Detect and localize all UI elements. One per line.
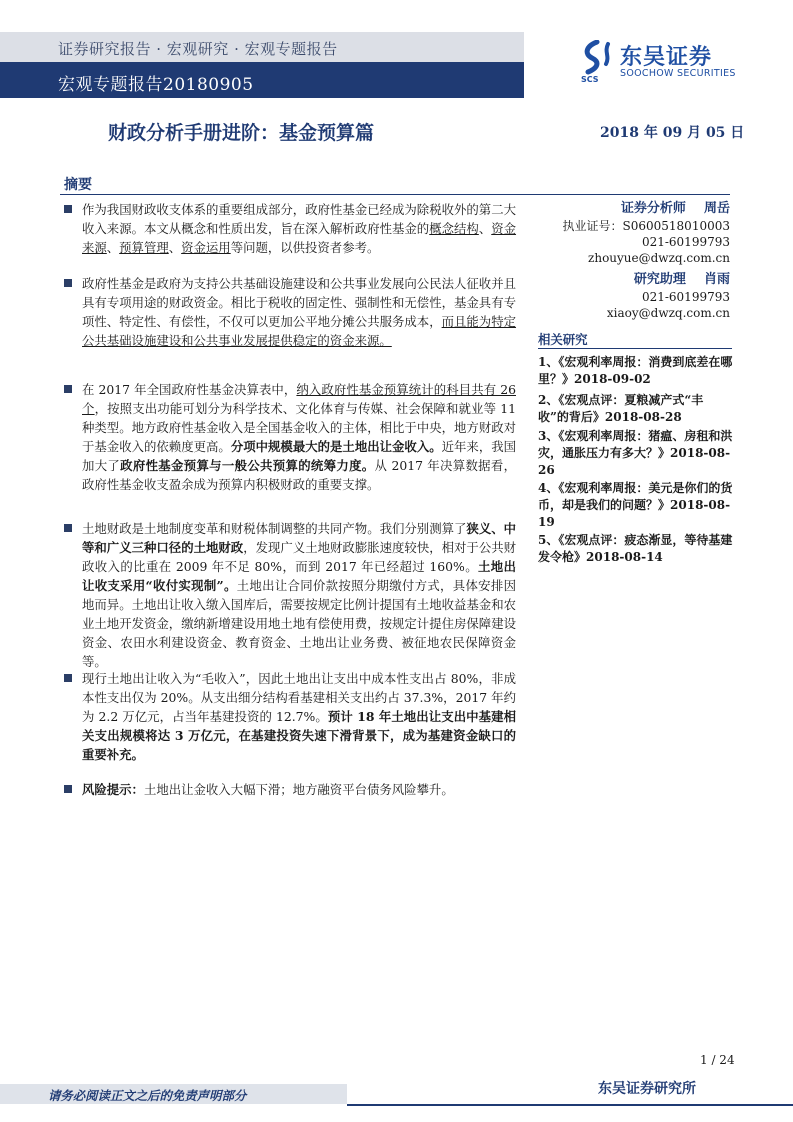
paragraph-segment: 等问题，以供投资者参考。: [230, 240, 380, 255]
paragraph-segment: 资金来源: [82, 221, 517, 255]
abstract-label: 摘要: [64, 177, 92, 193]
abstract-paragraph: [64, 380, 516, 494]
abstract-paragraph: [64, 274, 516, 350]
page-number: 1 / 24: [700, 1053, 735, 1067]
company-logo: [578, 40, 748, 90]
paragraph-segment: 风险提示：: [82, 782, 144, 797]
paragraph-text: [82, 519, 516, 671]
paragraph-text: [82, 669, 516, 764]
paragraph-segment: 预算管理: [119, 240, 169, 255]
related-title[interactable]: 3、《宏观利率周报：猪瘟、房租和洪灾，通胀压力有多大？》: [538, 429, 733, 460]
related-title[interactable]: 5、《宏观点评：疲态渐显，等待基建发令枪》: [538, 533, 733, 564]
disclaimer-bar: [0, 1084, 347, 1104]
paragraph-segment: 从 2017 年决算数据看，政府性基金收支盈余成为预算内积极财政的重要支撑。: [82, 458, 516, 492]
related-item[interactable]: [538, 428, 734, 479]
bullet-square-icon: [64, 674, 72, 682]
related-date: 2018-08-26: [538, 446, 731, 477]
risk-paragraph: [64, 780, 516, 799]
paragraph-segment: 、: [106, 240, 120, 255]
related-title[interactable]: 2、《宏观点评：夏粮减产式“丰收”的背后》: [538, 393, 704, 424]
related-item[interactable]: [538, 480, 734, 531]
analyst-contact: [540, 218, 730, 266]
analyst-license: 执业证号：S0600518010003: [562, 219, 730, 233]
paragraph-text: [82, 274, 516, 350]
footer-rule: [347, 1104, 793, 1106]
related-date: 2018-08-28: [604, 410, 682, 424]
paragraph-segment: 土地出让合同价款按照分期缴付方式，具体安排因地而异。土地出让收入缴入国库后，需要按规定比例计提国有土地收益基金和农业土地开发资金，缴纳新增建设用地土地有偿使用费，按规定计提住房保障建设资金、农田水利建设资金、教育资金、土地出让业务费、被征地农民保障资金等。: [82, 578, 516, 669]
related-item[interactable]: [538, 532, 734, 566]
header-report-type-bar: [0, 62, 524, 98]
paragraph-text: [82, 380, 516, 494]
paragraph-segment: 近年来，我国加大了: [82, 439, 517, 473]
paragraph-segment: 、: [168, 240, 182, 255]
paragraph-segment: 土地财政是土地制度变革和财税体制调整的共同产物。我们分别测算了: [82, 521, 467, 536]
analyst-email[interactable]: zhouyue@dwzq.com.cn: [588, 251, 730, 265]
paragraph-segment: 政府性基金预算与一般公共预算的统筹力度。: [120, 458, 375, 473]
report-date: 2018 年 09 月 05 日: [600, 125, 745, 141]
page-title: 财政分析手册进阶：基金预算篇: [108, 122, 375, 144]
analyst-role: 证券分析师: [620, 201, 686, 216]
analyst-role-line: [540, 197, 730, 216]
related-item[interactable]: [538, 354, 734, 388]
assistant-phone: 021-60199793: [641, 290, 730, 304]
analyst-name: 周岳: [703, 201, 730, 216]
related-date: 2018-08-14: [586, 550, 663, 564]
related-title[interactable]: 4、《宏观利率周报：美元是你们的货币，却是我们的问题？》: [538, 481, 733, 512]
paragraph-segment: 作为我国财政收支体系的重要组成部分，政府性基金已经成为除税收外的第二大收入来源。本文从概念和性质出发，旨在深入解析政府性基金的: [82, 202, 516, 236]
assistant-role: 研究助理: [633, 272, 686, 287]
paragraph-segment: 现行土地出让收入为“毛收入”，因此土地出让支出中成本性支出占 80%，非成本性支出仅为 20%。从支出细分结构看基建相关支出约占 37.3%，2017 年约为 2.2 万亿元，占当年基建投资的 12.7%。: [82, 671, 516, 724]
paragraph-segment: 狭义、中等和广义三种口径的土地财政: [82, 521, 517, 555]
logo-mark-icon: [578, 40, 616, 84]
breadcrumb: 证券研究报告 · 宏观研究 · 宏观专题报告: [58, 40, 338, 58]
logo-mark-text: SCS: [581, 75, 599, 84]
related-research-label: 相关研究: [538, 332, 588, 347]
paragraph-segment: 而且能为特定公共基础设施建设和公共事业发展提供稳定的资金来源。: [82, 314, 517, 348]
analyst-block: [540, 197, 730, 321]
assistant-email[interactable]: xiaoy@dwzq.com.cn: [606, 306, 730, 320]
bullet-square-icon: [64, 785, 72, 793]
assistant-contact: [540, 289, 730, 321]
assistant-name: 肖雨: [703, 272, 730, 287]
paragraph-segment: ，发现广义土地财政膨胀速度较快，相对于公共财政收入的比重在 2009 年不足 80%，而到 2017 年已经超过 160%。: [82, 540, 517, 574]
related-title[interactable]: 1、《宏观利率周报：消费到底差在哪里？》: [538, 355, 733, 386]
paragraph-segment: 在 2017 年全国政府性基金决算表中，: [82, 382, 297, 397]
analyst-phone: 021-60199793: [641, 235, 730, 249]
paragraph-segment: 分项中规模最大的是土地出让金收入。: [230, 439, 442, 454]
footer-firm-name: 东吴证券研究所: [598, 1081, 696, 1097]
abstract-divider: [60, 194, 730, 195]
bullet-square-icon: [64, 524, 72, 532]
paragraph-segment: 土地出让金收入大幅下滑；地方融资平台债务风险攀升。: [143, 782, 454, 797]
abstract-paragraph: [64, 200, 516, 257]
bullet-square-icon: [64, 385, 72, 393]
related-date: 2018-08-19: [538, 498, 731, 529]
related-date: 2018-09-02: [574, 372, 651, 386]
related-divider: [538, 348, 732, 349]
paragraph-text: [82, 200, 516, 257]
abstract-paragraph: [64, 669, 516, 764]
paragraph-segment: 概念结构: [429, 221, 479, 236]
paragraph-segment: 预计 18 年土地出让支出中基建相关支出规模将达 3 万亿元，在基建投资失速下滑背景下，成为基建资金缺口的重要补充。: [82, 709, 516, 762]
abstract-paragraph: [64, 519, 516, 671]
paragraph-segment: ，按照支出功能可划分为科学技术、文化体育与传媒、社会保障和就业等 11 种类型。地方政府性基金收入是全国基金收入的主体，相比于中央，地方财政对于基金收入的依赖度更高。: [82, 401, 516, 454]
logo-cn: 东吴证券: [620, 45, 713, 70]
assistant-role-line: [540, 268, 730, 287]
paragraph-segment: 纳入政府性基金预算统计的科目共有 26 个: [82, 382, 516, 416]
report-type: 宏观专题报告20180905: [58, 75, 254, 95]
disclaimer-text: 请务必阅读正文之后的免责声明部分: [48, 1088, 247, 1103]
logo-en: SOOCHOW SECURITIES: [620, 68, 736, 79]
related-item[interactable]: [538, 392, 734, 426]
header-breadcrumb-bar: [0, 32, 524, 62]
bullet-square-icon: [64, 205, 72, 213]
paragraph-segment: 政府性基金是政府为支持公共基础设施建设和公共事业发展向公民法人征收并且具有专项用途的财政资金。相比于税收的固定性、强制性和无偿性，基金具有专项性、特定性、有偿性，不仅可以更加公平地分摊公共服务成本，: [82, 276, 516, 329]
paragraph-segment: 、: [478, 221, 492, 236]
paragraph-segment: 土地出让收支采用“收付实现制”。: [82, 559, 516, 593]
paragraph-segment: 资金运用: [181, 240, 231, 255]
paragraph-text: [82, 780, 516, 799]
bullet-square-icon: [64, 279, 72, 287]
